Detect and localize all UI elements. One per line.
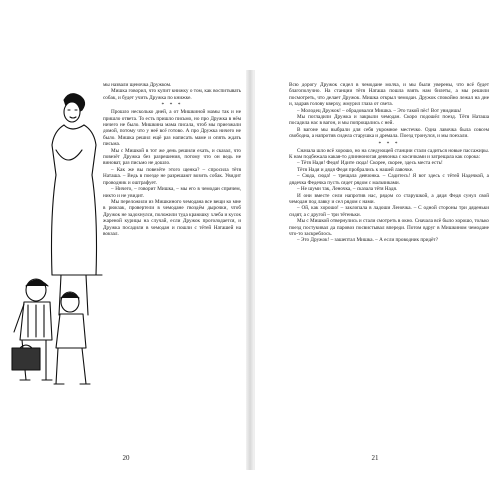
paragraph: И они вместе сели напротив нас, рядом со старушкой, а дядя Федя сунул свой чемодан под лавку и сел рядом с нами.: [289, 192, 489, 205]
left-text-column: [103, 82, 241, 237]
paragraph: Мы переложили из Мишкиного чемодана все вещи ко мне в рюкзак, провертели в чемодане гвоздём дырочки, чтоб Дружок не задохнулся, положили туда краюшку хлеба и кусок жареной курицы на случай, если Дружок проголодается, и Дружка посадили в чемодан и пошли с тётей Наташей на вокзал.: [103, 198, 241, 237]
paragraph: – Ой, как хорошо! – заклопала в ладоши Леночка. – С одной стороны три дяденьки сидят, а с другой – три тётеньки.: [289, 205, 489, 218]
page-number: 21: [371, 454, 379, 462]
paragraph: Тётя Надя и дядя Федя пробрались к нашей лавочке.: [297, 166, 414, 173]
paragraph: Мы с Мишкой в тот же день решили ехать, и сказал, что повезёт Дружка без разрешения, потому что он ведь не виноват, раз письмо не дошло.: [103, 147, 241, 167]
paragraph: – Это Дружок! – зашептал Мишка. – А если проводник придёт?: [297, 237, 439, 244]
paragraph: Прошло несколько дней, а от Мишкиной мамы так и не пришло ответа. То есть пришло письмо, но про Дружка в нём ничего не было. Мишкина мама писала, чтоб мы приезжали домой, потому что у неё всё готово. А про Дружка ничего не было. Мишка решил ещё раз написать маме и опять ждать письма.: [103, 109, 241, 148]
paragraph: Мишка говорил, что купит книжку о том, как воспитывать собак, и будет учить Дружка по книжке.: [103, 88, 241, 101]
paragraph: Всю дорогу Дружок сидел в чемодане молча, и мы были уверены, что всё будет благополучно. На станции тётя Наташа пошла взять нам билеты, а мы решили посмотреть, что делает Дружок. Мишка открыл чемодан. Дружок спокойно лежал на дне и, задрав голову кверху, жмурил глаза от света.: [289, 82, 489, 108]
woman-and-two-boys-illustration-icon: [6, 80, 106, 410]
right-text-column: [289, 82, 489, 244]
paragraph: – Не шуми так, Леночка, – сказала тётя Надя.: [297, 186, 398, 193]
paragraph: – Тётя Надя! Федя! Идите сюда! Скорее, скорее, здесь места есть!: [297, 160, 443, 167]
paragraph: – Молодец Дружок! – обрадовался Мишка. – Это такой пёс! Вот увидишь!: [297, 107, 462, 114]
paragraph: В вагоне мы выбрали для себя укромное местечко. Одна лавочка была совсем свободна, а напротив сидела старушка и дремала. Поезд тронулся, и мы поехали.: [289, 126, 489, 140]
left-book-page: [6, 70, 247, 470]
paragraph: мы назвали щеночка Дружком.: [103, 82, 172, 88]
paragraph: – Сюда, сюда! – трещала девчонка. – Садитесь! Я вот здесь с тётей Надечкой, а дядечка Федечка пусть сядет рядом с мальчиками.: [289, 173, 489, 186]
paragraph: – Ничего, – говорит Мишка, – мы его в чемодан спрячем, никто и не увидит.: [103, 186, 241, 199]
book-gutter: [246, 70, 254, 470]
paragraph: Мы погладили Дружка и закрыли чемодан. Скоро подошёл поезд. Тётя Наташа посадила нас в вагон, и мы попрощались с ней.: [289, 114, 489, 127]
right-book-page: [254, 70, 495, 470]
paragraph: Сначала шло всё хорошо, но на следующей станции стали садиться новые пассажиры. К нам подбежала какая-то длинноногая девчонка с косичками и затрещала как сорока:: [289, 147, 489, 161]
paragraph: Мы с Мишкой отвернулись и стали смотреть в окно. Сначала всё было хорошо, только поезд постукивал да паровоз посвистывал впереди. Потом вдруг в Мишкином чемодане что-то заскреблось.: [289, 218, 489, 237]
section-separator: * * *: [378, 140, 400, 147]
section-separator: * * *: [161, 102, 183, 109]
paragraph: – Как же вы повезёте этого щенка? – спросила тётя Наташа. – Ведь в поезде не разрешают возить собак. Увидит проводник и оштрафует.: [103, 166, 241, 186]
page-number: 20: [122, 454, 130, 462]
